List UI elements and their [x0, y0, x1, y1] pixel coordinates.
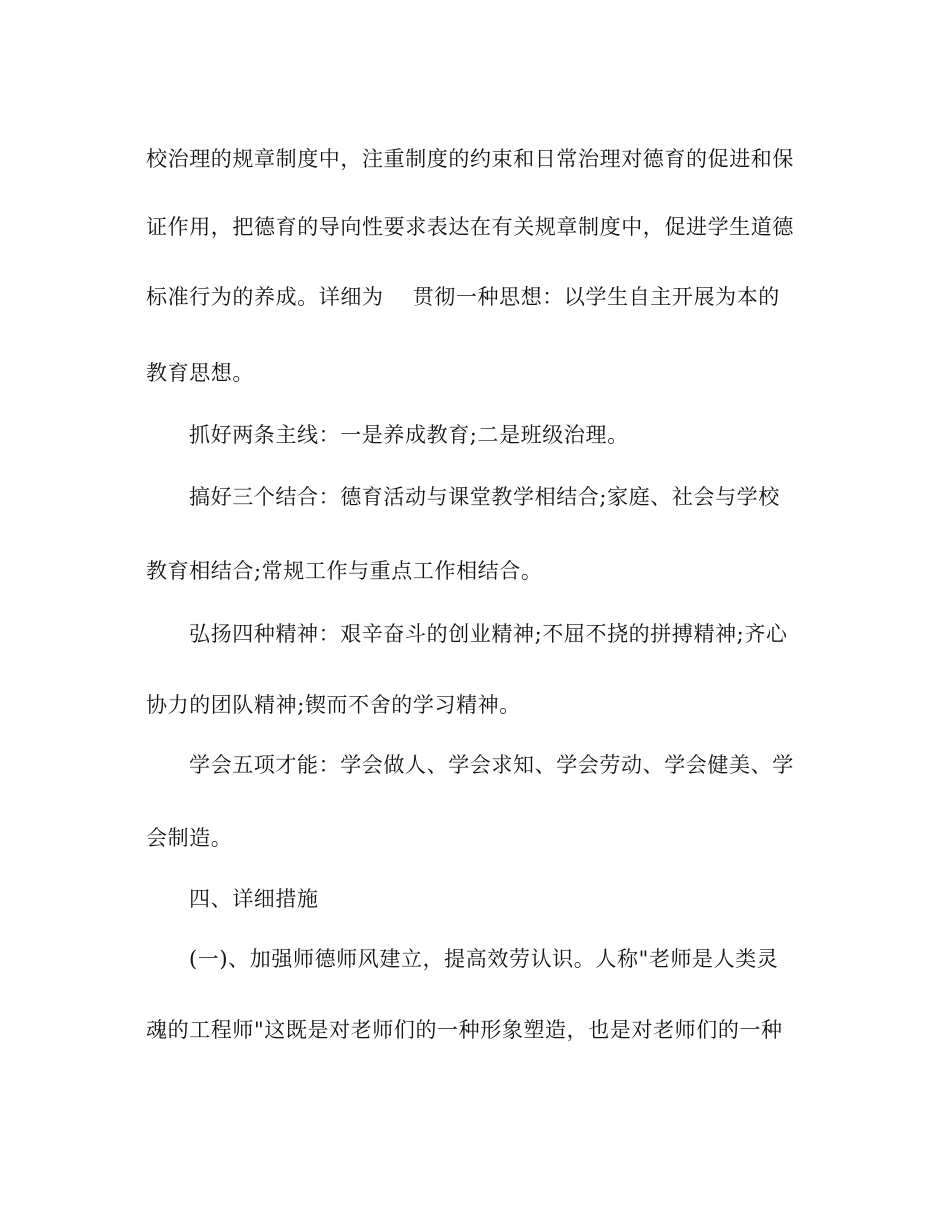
text-line: 校治理的规章制度中，注重制度的约束和日常治理对德育的促进和保 [146, 147, 794, 171]
paragraph-line: (一)、加强师德师风建立，提高效劳认识。人称"老师是人类灵 [189, 947, 779, 971]
paragraph-line: 弘扬四种精神：艰辛奋斗的创业精神;不屈不挠的拼搏精神;齐心 [189, 622, 788, 646]
text-line: 教育思想。 [146, 361, 254, 385]
section-heading: 四、详细措施 [189, 887, 319, 911]
text-line: 教育相结合;常规工作与重点工作相结合。 [146, 559, 543, 583]
text-line: 魂的工程师"这既是对老师们的一种形象塑造，也是对老师们的一种 [146, 1018, 783, 1042]
paragraph-line: 搞好三个结合：德育活动与课堂教学相结合;家庭、社会与学校 [189, 485, 780, 509]
text-line: 协力的团队精神;锲而不舍的学习精神。 [146, 693, 521, 717]
text-line: 证作用，把德育的导向性要求表达在有关规章制度中，促进学生道德 [146, 215, 794, 239]
text-line: 标准行为的养成。详细为 贯彻一种思想：以学生自主开展为本的 [146, 285, 780, 309]
text-line: 会制造。 [146, 826, 233, 850]
paragraph-line: 学会五项才能：学会做人、学会求知、学会劳动、学会健美、学 [189, 753, 794, 777]
paragraph-line: 抓好两条主线：一是养成教育;二是班级治理。 [189, 423, 629, 447]
